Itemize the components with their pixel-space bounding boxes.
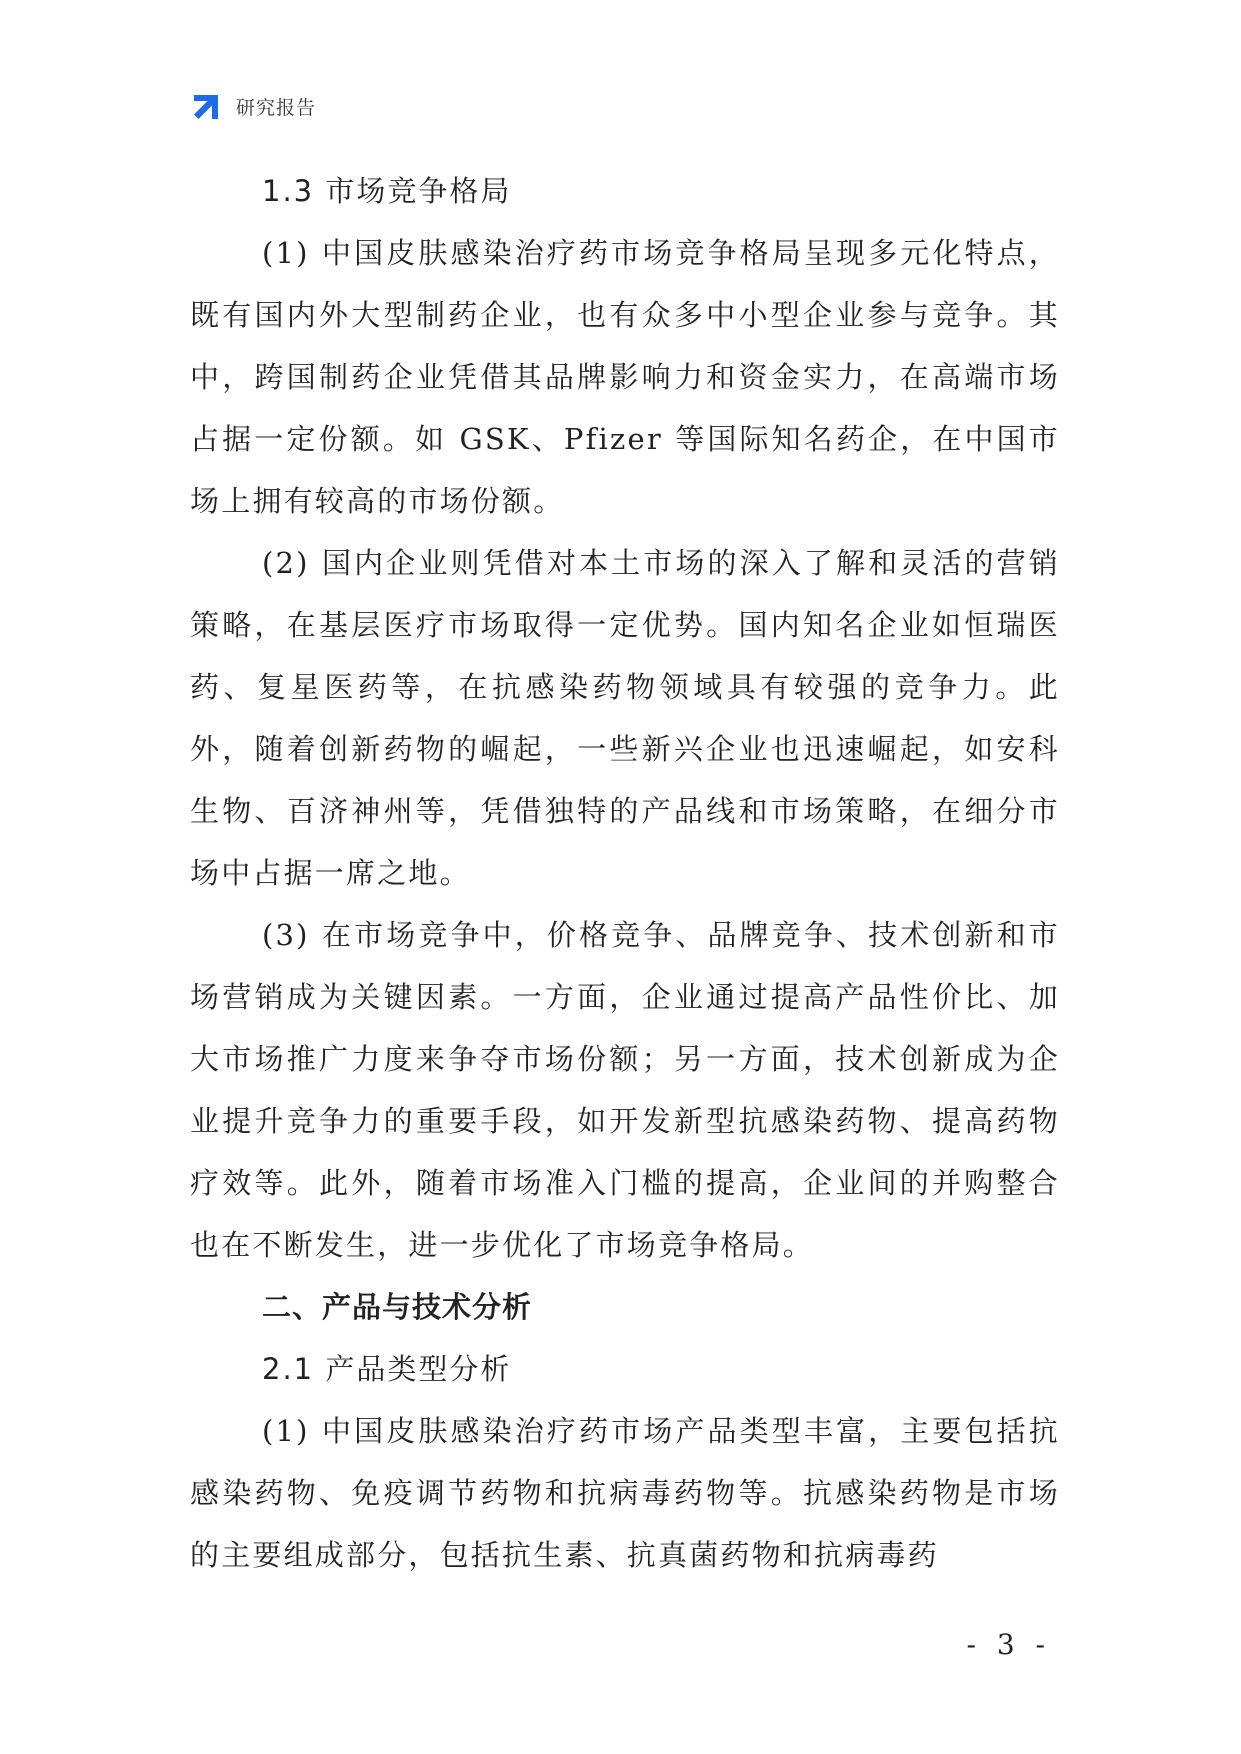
section-heading-product-types: 2.1 产品类型分析 [262, 1352, 512, 1386]
chapter-heading-product-technology: 二、产品与技术分析 [262, 1290, 533, 1324]
arrow-up-right-icon [190, 89, 224, 123]
header-title: 研究报告 [236, 96, 317, 119]
document-body [190, 160, 1060, 1586]
page-number: - 3 - [966, 1628, 1051, 1661]
paragraph-product-types-1: (1) 中国皮肤感染治疗药市场产品类型丰富，主要包括抗感染药物、免疫调节药物和抗病毒药物等。抗感染药物是市场的主要组成部分，包括抗生素、抗真菌药物和抗病毒药 [190, 1414, 1060, 1572]
section-heading-market-competition: 1.3 市场竞争格局 [262, 174, 512, 208]
page-header [190, 90, 316, 122]
paragraph-competition-1: (1) 中国皮肤感染治疗药市场竞争格局呈现多元化特点，既有国内外大型制药企业，也有众多中小型企业参与竞争。其中，跨国制药企业凭借其品牌影响力和资金实力，在高端市场占据一定份额。如 GSK、Pfizer 等国际知名药企，在中国市场上拥有较高的市场份额。 [190, 236, 1060, 518]
paragraph-competition-3: (3) 在市场竞争中，价格竞争、品牌竞争、技术创新和市场营销成为关键因素。一方面，企业通过提高产品性价比、加大市场推广力度来争夺市场份额；另一方面，技术创新成为企业提升竞争力的重要手段，如开发新型抗感染药物、提高药物疗效等。此外，随着市场准入门槛的提高，企业间的并购整合也在不断发生，进一步优化了市场竞争格局。 [190, 918, 1060, 1262]
paragraph-competition-2: (2) 国内企业则凭借对本土市场的深入了解和灵活的营销策略，在基层医疗市场取得一定优势。国内知名企业如恒瑞医药、复星医药等，在抗感染药物领域具有较强的竞争力。此外，随着创新药物的崛起，一些新兴企业也迅速崛起，如安科生物、百济神州等，凭借独特的产品线和市场策略，在细分市场中占据一席之地。 [190, 546, 1060, 890]
